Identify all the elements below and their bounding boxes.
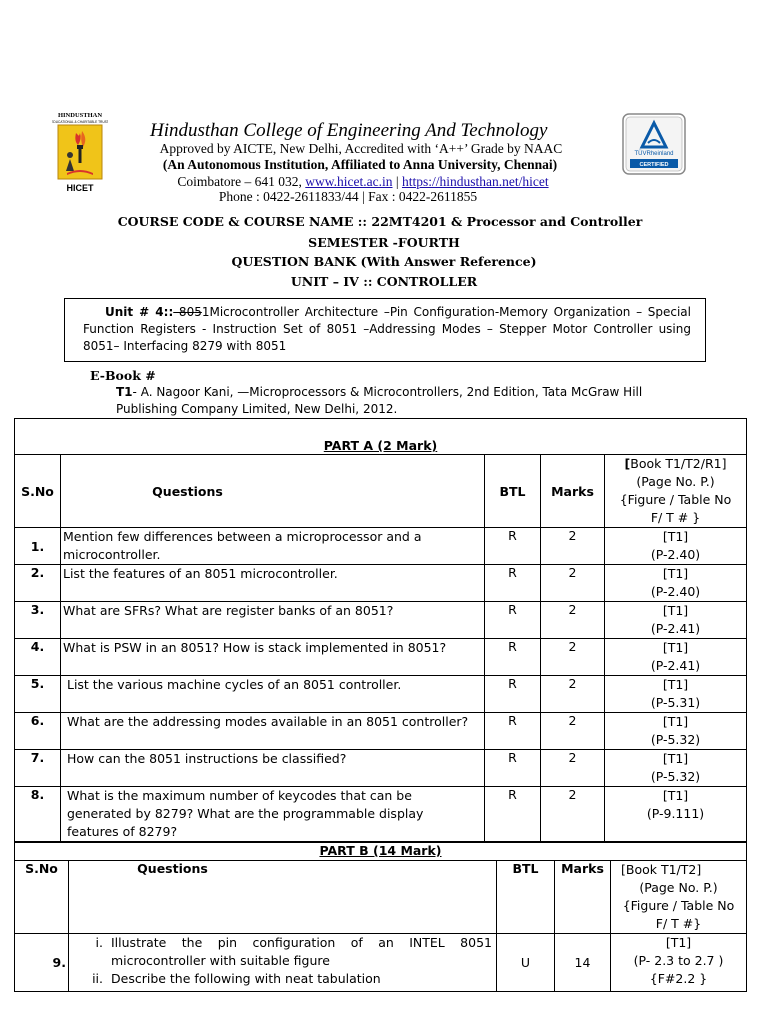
table-row bbox=[15, 676, 747, 713]
table-row bbox=[15, 787, 747, 842]
col-marks: Marks bbox=[541, 455, 605, 528]
row-sno: 9. bbox=[15, 934, 69, 992]
autonomous-line: (An Autonomous Institution, Affiliated to Anna University, Chennai) bbox=[162, 157, 558, 172]
row-ref bbox=[605, 750, 747, 787]
row-ref bbox=[605, 639, 747, 676]
col-questions: Questions bbox=[61, 455, 485, 528]
semester-title: SEMESTER -FOURTH bbox=[308, 235, 460, 250]
row-ref-page: (P-5.31) bbox=[650, 695, 701, 710]
sub-question-number: ii. bbox=[92, 971, 103, 986]
row-btl: R bbox=[485, 602, 541, 639]
col-ref-2: (Page No. P.) bbox=[636, 474, 715, 489]
part-a-title: PART A (2 Mark) bbox=[15, 419, 747, 455]
row-question: How can the 8051 instructions be classified? bbox=[61, 750, 485, 787]
col-ref-4: F/ T #} bbox=[655, 916, 702, 931]
row-ref-page: (P-2.40) bbox=[650, 547, 701, 562]
col-sno: S.No bbox=[15, 455, 61, 528]
col-marks: Marks bbox=[555, 861, 611, 934]
approval-line: Approved by AICTE, New Delhi, Accredited with ‘A++’ Grade by NAAC bbox=[159, 141, 563, 156]
row-ref bbox=[605, 565, 747, 602]
college-name: Hindusthan College of Engineering And Technology bbox=[150, 120, 548, 141]
table-row bbox=[15, 639, 747, 676]
row-question: List the various machine cycles of an 8051 controller. bbox=[61, 676, 485, 713]
row-btl: R bbox=[485, 787, 541, 842]
row-ref-book: [T1] bbox=[662, 788, 689, 803]
row-marks: 14 bbox=[555, 934, 611, 992]
sub-question-text: Describe the following with neat tabulation bbox=[111, 971, 381, 986]
sub-question-list bbox=[71, 934, 496, 988]
row-marks: 2 bbox=[541, 676, 605, 713]
col-ref-4: F/ T # } bbox=[650, 510, 701, 525]
col-reference bbox=[605, 455, 747, 528]
row-sno: 7. bbox=[15, 750, 61, 787]
unit-syllabus-text bbox=[83, 304, 691, 355]
tuv-certified-logo bbox=[622, 113, 686, 175]
row-btl: U bbox=[497, 934, 555, 992]
unit-syllabus-box bbox=[64, 298, 706, 362]
row-marks: 2 bbox=[541, 639, 605, 676]
col-sno: S.No bbox=[15, 861, 69, 934]
row-ref-book: [T1] bbox=[662, 677, 689, 692]
link-separator: | bbox=[392, 174, 402, 189]
row-btl: R bbox=[485, 528, 541, 565]
col-ref-bracket: [ bbox=[624, 456, 631, 471]
row-ref-page: (P-2.41) bbox=[650, 658, 701, 673]
sub-question-text: Illustrate the pin configuration of an INTEL 8051 microcontroller with suitable figure bbox=[111, 935, 492, 968]
phone-line: Phone : 0422-2611833/44 | Fax : 0422-2611855 bbox=[218, 189, 478, 204]
course-title: COURSE CODE & COURSE NAME :: 22MT4201 & Processor and Controller bbox=[117, 214, 643, 229]
table-row bbox=[15, 713, 747, 750]
row-ref-page: (P-9.111) bbox=[646, 806, 705, 821]
table-row bbox=[15, 750, 747, 787]
row-btl: R bbox=[485, 713, 541, 750]
ebook-ref-text: - A. Nagoor Kani, —Microprocessors & Microcontrollers, 2nd Edition, Tata McGraw Hill Publishing Company Limited, New Delhi, 2012. bbox=[116, 385, 643, 416]
row-ref-page: (P-2.40) bbox=[650, 584, 701, 599]
row-ref-book: [T1] bbox=[662, 640, 689, 655]
row-question bbox=[69, 934, 497, 992]
row-btl: R bbox=[485, 565, 541, 602]
row-marks: 2 bbox=[541, 787, 605, 842]
logo-text-top: HINDUSTHAN bbox=[57, 112, 103, 119]
row-ref-figure: {F#2.2 } bbox=[649, 971, 708, 986]
row-ref-book: [T1] bbox=[662, 714, 689, 729]
ebook-label: E-Book # bbox=[90, 368, 156, 383]
col-questions: Questions bbox=[69, 861, 497, 934]
part-b-table bbox=[14, 842, 747, 992]
table-row bbox=[15, 528, 747, 565]
row-question: What are SFRs? What are register banks of an 8051? bbox=[61, 602, 485, 639]
row-ref bbox=[611, 934, 747, 992]
address-prefix: Coimbatore – 641 032, bbox=[177, 174, 306, 189]
hicet-logo bbox=[52, 111, 108, 195]
row-sno: 8. bbox=[15, 787, 61, 842]
row-ref-page: (P-5.32) bbox=[650, 732, 701, 747]
row-sno: 5. bbox=[15, 676, 61, 713]
col-btl: BTL bbox=[485, 455, 541, 528]
row-sno: 6. bbox=[15, 713, 61, 750]
row-btl: R bbox=[485, 750, 541, 787]
row-ref bbox=[605, 676, 747, 713]
row-question: What is PSW in an 8051? How is stack implemented in 8051? bbox=[61, 639, 485, 676]
cert-label: CERTIFIED bbox=[639, 162, 669, 168]
website-link-hicet[interactable]: www.hicet.ac.in bbox=[305, 174, 393, 189]
row-ref-page: (P-2.41) bbox=[650, 621, 701, 636]
table-row bbox=[15, 565, 747, 602]
col-ref-2: (Page No. P.) bbox=[639, 880, 718, 895]
row-sno: 2. bbox=[15, 565, 61, 602]
sub-question bbox=[71, 970, 496, 988]
row-btl: R bbox=[485, 639, 541, 676]
row-sno: 4. bbox=[15, 639, 61, 676]
row-ref bbox=[605, 787, 747, 842]
row-marks: 2 bbox=[541, 750, 605, 787]
ebook-ref-id: T1 bbox=[116, 385, 133, 399]
row-marks: 2 bbox=[541, 713, 605, 750]
row-ref-book: [T1] bbox=[662, 751, 689, 766]
part-b-title: PART B (14 Mark) bbox=[15, 843, 747, 861]
row-question: What is the maximum number of keycodes that can be generated by 8279? What are the programmable display features of 8279? bbox=[61, 787, 485, 842]
sub-question bbox=[71, 934, 496, 970]
row-marks: 2 bbox=[541, 528, 605, 565]
col-ref-3: {Figure / Table No bbox=[622, 898, 735, 913]
row-ref bbox=[605, 528, 747, 565]
row-ref bbox=[605, 713, 747, 750]
row-ref-book: [T1] bbox=[662, 603, 689, 618]
row-ref-book: [T1] bbox=[662, 529, 689, 544]
row-ref-book: [T1] bbox=[662, 566, 689, 581]
col-ref-1: Book T1/T2/R1] bbox=[630, 456, 727, 471]
col-btl: BTL bbox=[497, 861, 555, 934]
unit-title: UNIT – IV :: CONTROLLER bbox=[290, 274, 478, 289]
row-marks: 2 bbox=[541, 602, 605, 639]
unit-strike-2: 5 bbox=[194, 305, 202, 319]
logo-text-sub: EDUCATIONAL & CHARITABLE TRUST bbox=[52, 120, 108, 124]
question-bank-title: QUESTION BANK (With Answer Reference) bbox=[231, 254, 537, 269]
row-question: List the features of an 8051 microcontroller. bbox=[61, 565, 485, 602]
col-ref-3: {Figure / Table No bbox=[619, 492, 732, 507]
ebook-reference bbox=[116, 384, 676, 418]
row-marks: 2 bbox=[541, 565, 605, 602]
unit-strike: 80 bbox=[173, 305, 195, 319]
logo-text-bottom: HICET bbox=[66, 183, 94, 193]
row-sno: 1. bbox=[15, 528, 61, 565]
row-sno: 3. bbox=[15, 602, 61, 639]
table-row bbox=[15, 934, 747, 992]
website-link-hindusthan[interactable]: https://hindusthan.net/hicet bbox=[401, 174, 549, 189]
row-ref bbox=[605, 602, 747, 639]
unit-label: Unit # 4:: bbox=[105, 305, 174, 319]
table-row bbox=[15, 602, 747, 639]
row-question: Mention few differences between a microprocessor and a microcontroller. bbox=[61, 528, 485, 565]
unit-topics: 1Microcontroller Architecture –Pin Configuration-Memory Organization – Special Function Registers - Instruction Set of 8051 –Addressing Modes – Stepper Motor Controller using 8051– Interfacing 8279 with 8051 bbox=[83, 305, 691, 353]
sub-question-number: i. bbox=[95, 935, 103, 950]
part-a-table bbox=[14, 418, 747, 842]
cert-brand: TÜVRheinland bbox=[634, 151, 674, 157]
row-ref-book: [T1] bbox=[665, 935, 692, 950]
row-ref-page: (P-5.32) bbox=[650, 769, 701, 784]
row-btl: R bbox=[485, 676, 541, 713]
col-ref-1: [Book T1/T2] bbox=[621, 862, 702, 877]
row-ref-page: (P- 2.3 to 2.7 ) bbox=[633, 953, 724, 968]
col-reference bbox=[611, 861, 747, 934]
address-line bbox=[168, 174, 558, 190]
row-question: What are the addressing modes available in an 8051 controller? bbox=[61, 713, 485, 750]
